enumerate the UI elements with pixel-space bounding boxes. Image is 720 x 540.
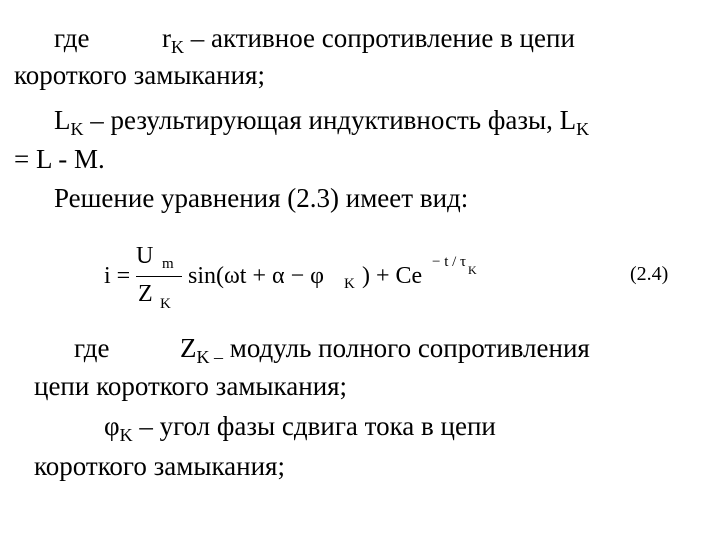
- formula-exponent: − t / τ: [432, 254, 467, 270]
- definition-rk-text: – активное сопротивление в цепи: [190, 23, 575, 53]
- formula-phi-subscript: K: [344, 276, 355, 292]
- definition-lk-text: – результирующая индуктивность фазы, L: [90, 105, 577, 135]
- formula-denominator-subscript: K: [160, 296, 171, 312]
- definition-rk-line2: короткого замыкания;: [14, 60, 265, 90]
- solution-intro: Решение уравнения (2.3) имеет вид:: [54, 183, 469, 213]
- variable-l: L: [54, 105, 71, 135]
- variable-l-subscript: K: [70, 119, 84, 139]
- definition-zk-text: модуль полного сопротивления: [229, 333, 590, 363]
- formula-lhs: i =: [104, 263, 131, 289]
- formula-exponent-subscript: K: [468, 263, 477, 277]
- variable-r: r: [162, 23, 171, 53]
- variable-z-subscript: K –: [196, 347, 223, 367]
- variable-phi: φ: [104, 411, 120, 441]
- definition-lk-text-subscript: K: [576, 119, 590, 139]
- variable-r-subscript: K: [171, 37, 184, 57]
- formula-numerator-subscript: m: [162, 256, 174, 272]
- definition-phik-line2: короткого замыкания;: [34, 451, 285, 481]
- formula-2-4: [96, 236, 496, 316]
- definition-rk: [162, 22, 575, 57]
- variable-z: Z: [180, 333, 197, 363]
- definition-lk: [54, 104, 589, 139]
- formula-exponential-term: ) + Ce: [362, 263, 423, 289]
- variable-phi-subscript: K: [119, 425, 133, 445]
- formula-numerator: U: [136, 243, 154, 269]
- equation-number: (2.4): [630, 263, 669, 285]
- formula-denominator: Z: [138, 281, 153, 307]
- definition-zk-line2: цепи короткого замыкания;: [34, 371, 348, 401]
- formula-sine-term: sin(ωt + α − φ: [188, 263, 324, 289]
- fraction-bar: [136, 276, 182, 277]
- definition-lk-line2: = L - M.: [14, 144, 105, 174]
- where-word-2: где: [74, 333, 110, 363]
- definition-zk: [180, 332, 590, 367]
- definition-phik-text: – угол фазы сдвига тока в цепи: [139, 411, 496, 441]
- definition-phik: [104, 410, 496, 445]
- where-word-1: где: [54, 23, 90, 53]
